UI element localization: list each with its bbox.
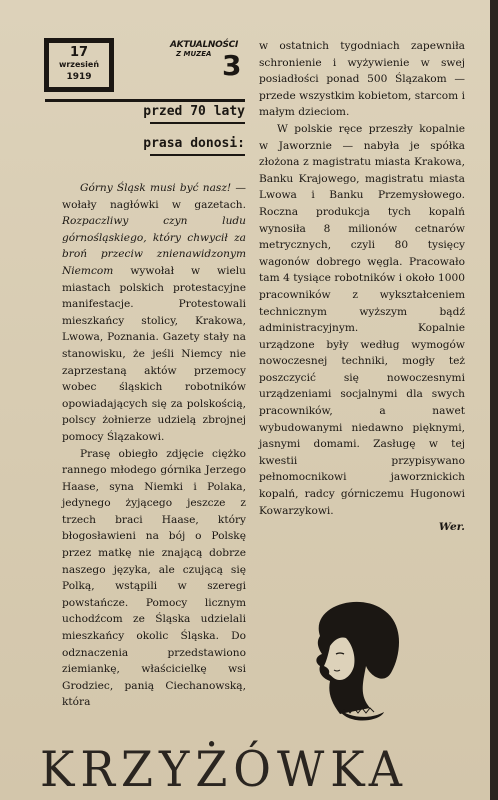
paragraph-2: Prasę obiegło zdjęcie ciężko rannego młodego górnika Jerzego Haase, syna Niemki i Polaka, jedynego żyjącego jeszcze z trzech braci Haase, który błogosławieni na bój o Polskę przez matkę nie znającą dobrze naszego języka, ale czującą się Polką, wstąpili w szeregi powstańcze. Pomocy licznym uchodźcom ze Śląska udzielali mieszkańcy okolic Śląska. Do odznaczenia przedstawiono ziemiankę, właścicielkę wsi Grodziec, panią Ciechanowską, która <box>62 447 246 709</box>
author-signature: Wer. <box>438 521 465 534</box>
date-day: 17 <box>69 45 89 60</box>
header-rule <box>45 99 245 102</box>
article-column-right <box>259 38 465 536</box>
date-box <box>44 38 114 92</box>
headline-quote: Górny Śląsk musi być nasz! <box>80 182 232 194</box>
logo-subtitle: Z MUZEA <box>176 50 212 58</box>
heading-underline-2 <box>150 154 245 156</box>
heading-years-ago: przed 70 laty <box>143 104 245 119</box>
heading-underline-1 <box>150 122 245 124</box>
column-logo <box>170 40 240 86</box>
page-edge <box>490 0 498 800</box>
paragraph-3: w ostatnich tygodniach zapewniła schronienie i wyżywienie w swej posiadłości ponad 500 Ślązakom — przede wszystkim kobietom, starcom i małym dzieciom. <box>259 40 465 119</box>
crossword-title: KRZYŻÓWKA <box>40 740 409 798</box>
paragraph-1 <box>62 180 246 446</box>
paragraph-1-text-2: wywołał w wielu miastach polskich protestacyjne manifestacje. Protestowali mieszkańcy stolicy, Krakowa, Lwowa, Poznania. Gazety stały na stanowisku, że jeśli Niemcy nie zaprzestaną aktów przemocy wobec śląskich robotników opowiadających się za polskością, polscy żołnierze udzielą zbrojnej pomocy Ślązakowi. <box>62 264 246 443</box>
paragraph-1-quote: Rozpaczliwy czyn ludu górnośląskiego, który chwycił za broń przeciw znienawidzonym Niemcom <box>62 215 246 277</box>
logo-number: 3 <box>222 49 242 82</box>
article-column-left <box>62 180 246 711</box>
paragraph-1-text: — wołały nagłówki w gazetach. <box>62 182 246 211</box>
heading-press-reports: prasa donosi: <box>143 136 245 151</box>
date-year: 1919 <box>66 72 92 82</box>
woman-portrait-illustration <box>300 596 410 726</box>
paragraph-4: W polskie ręce przeszły kopalnie w Jaworznie — nabyła je spółka złożona z magistratu miasta Krakowa, Banku Krajowego, magistratu miasta Lwowa i Banku Przemysłowego. Roczna produkcja tych kopalń wynosiła 8 milionów cetnarów metrycznych, czyli 80 tysięcy wagonów dobrego węgla. Pracowało tam 4 tysiące robotników i około 1000 pracowników z wykształceniem technicznym wyższym bądź administracyjnym. Kopalnie urządzone były według wymogów nowoczesnej techniki, mogły też poszczycić się nowoczesnymi urządzeniami socjalnymi dla swych pracowników, a nawet wybudowanymi niedawno pięknymi, jasnymi domami. Zasługę w tej kwestii przypisywano pełnomocnikowi jaworznickich kopalń, radcy górniczemu Hugonowi Kowarzykowi. <box>259 122 465 517</box>
logo-title: AKTUALNOŚCI <box>170 40 239 50</box>
date-month: wrzesień <box>58 60 100 69</box>
